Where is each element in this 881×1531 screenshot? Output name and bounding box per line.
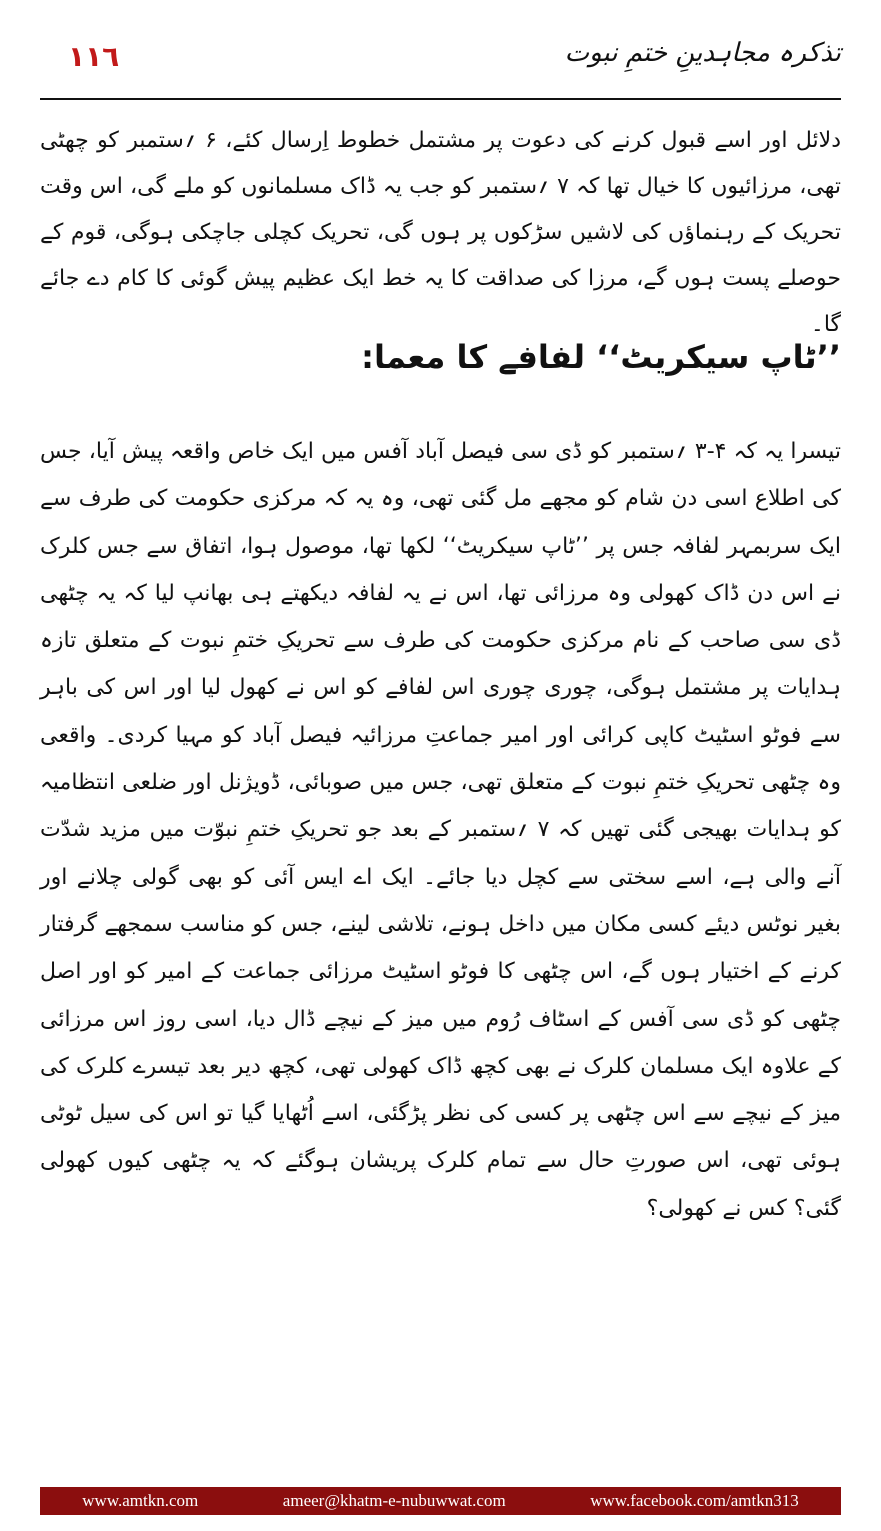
book-title: تذکرہ مجاہدینِ ختمِ نبوت <box>564 38 841 68</box>
body-paragraph-2: تیسرا یہ کہ ۴-۳ ؍ستمبر کو ڈی سی فیصل آباد آفس میں ایک خاص واقعہ پیش آیا، جس کی اطلاع اسی دن شام کو مجھے مل گئی تھی، وہ یہ کہ مرکزی حکومت کی طرف سے ایک سربمہر لفافہ جس پر ’’ٹاپ سیکریٹ‘‘ لکھا تھا، موصول ہوا، اتفاق سے جس کلرک نے اس دن ڈاک کھولی وہ مرزائی تھا، اس نے یہ لفافہ دیکھتے ہی بھانپ لیا کہ یہ چٹھی ڈی سی صاحب کے نام مرکزی حکومت کی طرف سے تحریکِ ختمِ نبوت کے متعلق تازہ ہدایات پر مشتمل ہوگی، چوری چوری اس لفافے کو اس نے کھول لیا اور اس کی باہر سے فوٹو اسٹیٹ کاپی کرائی اور امیر جماعتِ مرزائیہ فیصل آباد کو مہیا کردی۔ واقعی وہ چٹھی تحریکِ ختمِ نبوت کے متعلق تھی، جس میں صوبائی، ڈویژنل اور ضلعی انتظامیہ کو ہدایات بھیجی گئی تھیں کہ ۷ ؍ستمبر کے بعد جو تحریکِ ختمِ نبوّت میں مزید شدّت آنے والی ہے، اسے سختی سے کچل دیا جائے۔ ایک اے ایس آئی کو بھی گولی چلانے اور بغیر نوٹس دیئے کسی مکان میں داخل ہونے، تلاشی لینے، جس کو مناسب سمجھے گرفتار کرنے کے اختیار ہوں گے، اس چٹھی کا فوٹو اسٹیٹ مرزائی جماعت کے امیر کو اور اصل چٹھی کو ڈی سی آفس کے اسٹاف رُوم میں میز کے نیچے ڈال دیا، اسی روز اس مرزائی کے علاوہ ایک مسلمان کلرک نے بھی کچھ ڈاک کھولی تھی، کچھ دیر بعد تیسرے کلرک کی میز کے نیچے سے اس چٹھی پر کسی کی نظر پڑگئی، اسے اُٹھایا گیا تو اس کی سیل ٹوٹی ہوئی تھی، اس صورتِ حال سے تمام کلرک پریشان ہوگئے کہ یہ چٹھی کیوں کھولی گئی؟ کس نے کھولی؟ <box>40 439 841 1221</box>
header-divider <box>40 98 841 100</box>
footer-facebook-link[interactable]: www.facebook.com/amtkn313 <box>590 1491 799 1510</box>
page-number: ١١٦ <box>68 40 120 73</box>
footer-email-link[interactable]: ameer@khatm-e-nubuwwat.com <box>282 1491 506 1510</box>
body-paragraph-1: دلائل اور اسے قبول کرنے کی دعوت پر مشتمل خطوط اِرسال کئے، ۶ ؍ستمبر کو چھٹی تھی، مرزائیوں کا خیال تھا کہ ۷ ؍ستمبر کو جب یہ ڈاک مسلمانوں کو ملے گی، اس وقت تحریک کے رہنماؤں کی لاشیں سڑکوں پر ہوں گی، تحریک کچلی جاچکی ہوگی، قوم کے حوصلے پست ہوں گے، مرزا کی صداقت کا یہ خط ایک عظیم پیش گوئی کا کام دے جائے گا۔ <box>40 128 841 337</box>
section-heading: ’’ٹاپ سیکریٹ‘‘ لفافے کا معما: <box>361 338 841 376</box>
footer-website-link[interactable]: www.amtkn.com <box>82 1491 199 1510</box>
footer-bar <box>40 1487 841 1515</box>
